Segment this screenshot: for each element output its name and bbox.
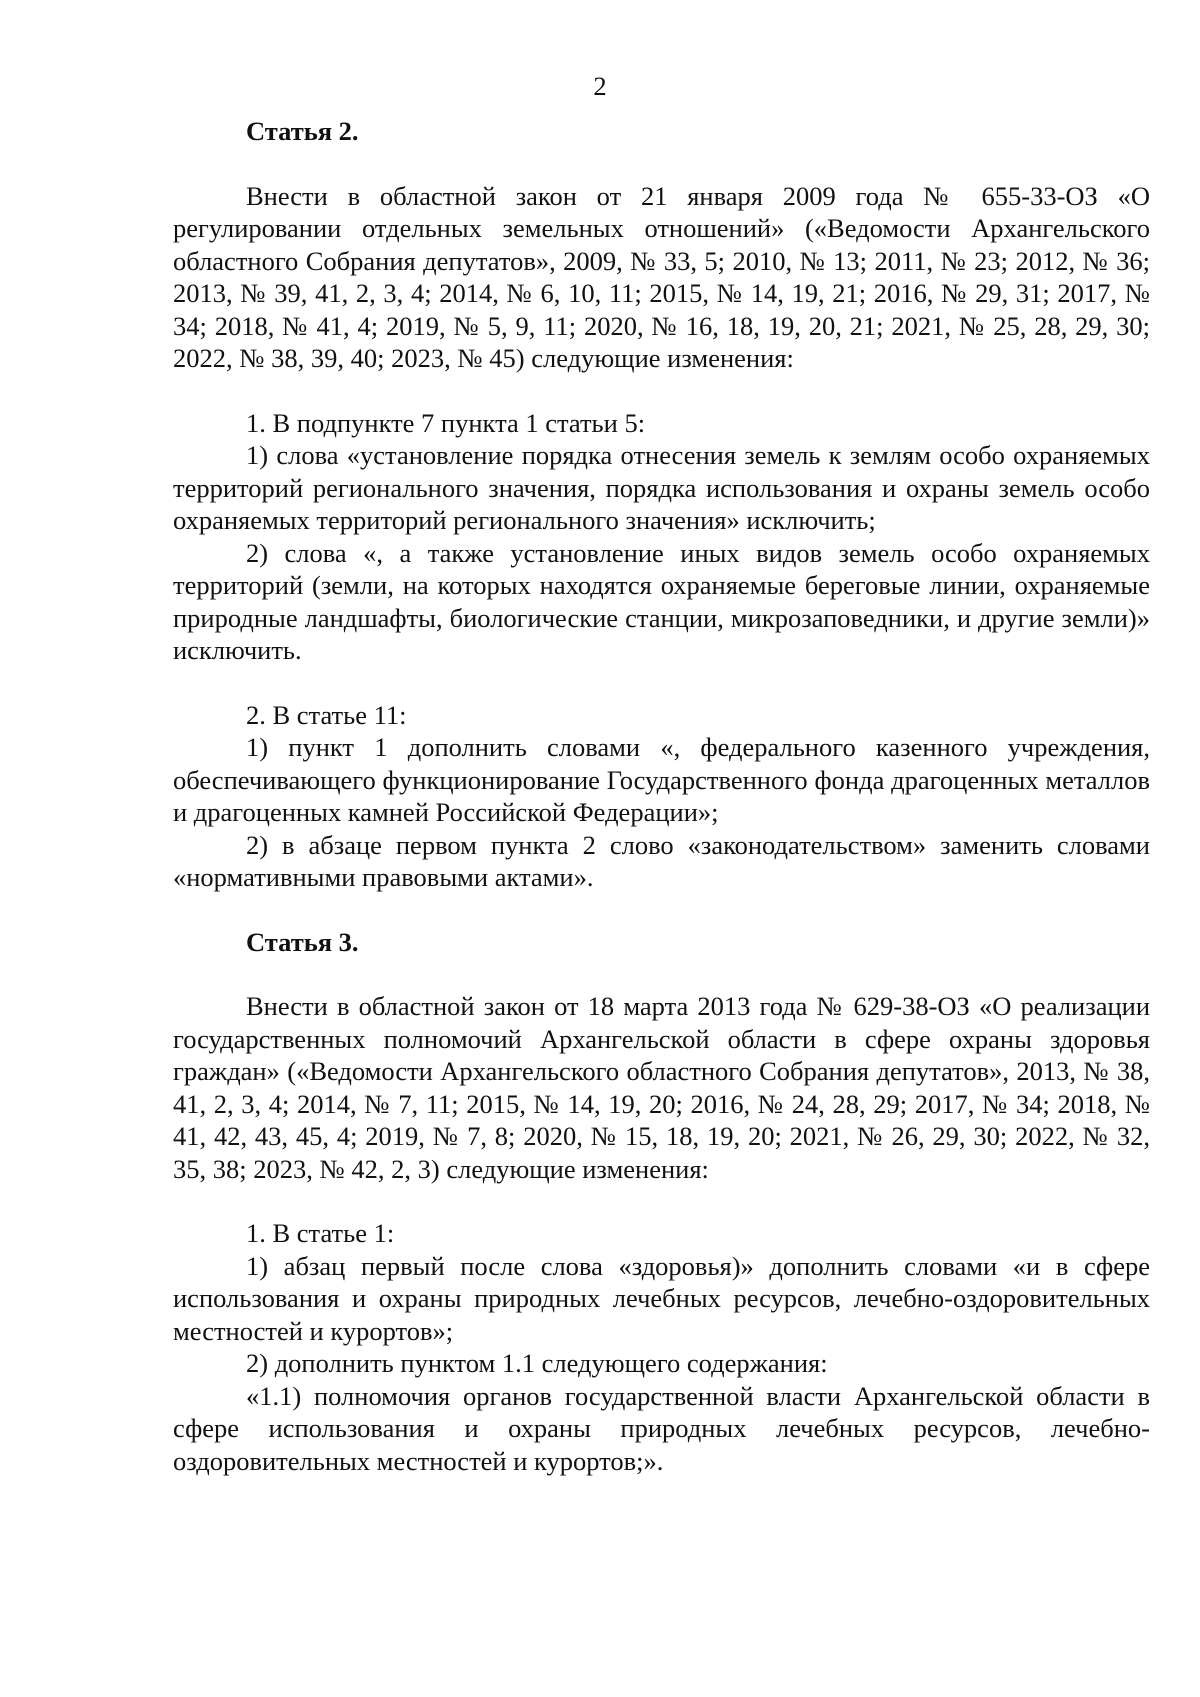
- document-body: [173, 115, 1150, 1477]
- article-3-intro: Внести в областной закон от 18 марта 2013 года № 629-38-ОЗ «О реализации государственных полномочий Архангельской области в сфере охраны здоровья граждан» («Ведомости Архангельского областного Собрания депутатов», 2013, № 38, 41, 2, 3, 4; 2014, № 7, 11; 2015, № 14, 19, 20; 2016, № 24, 28, 29; 2017, № 34; 2018, № 41, 42, 43, 45, 4; 2019, № 7, 8; 2020, № 15, 18, 19, 20; 2021, № 26, 29, 30; 2022, № 32, 35, 38; 2023, № 42, 2, 3) следующие изменения:: [173, 991, 1150, 1184]
- article-3-heading: Статья 3.: [246, 926, 359, 957]
- article-2-intro: Внести в областной закон от 21 января 2009 года № 655-33-ОЗ «О регулировании отдельных земельных отношений» («Ведомости Архангельского областного Собрания депутатов», 2009, № 33, 5; 2010, № 13; 2011, № 23; 2012, № 36; 2013, № 39, 41, 2, 3, 4; 2014, № 6, 10, 11; 2015, № 14, 19, 21; 2016, № 29, 31; 2017, № 34; 2018, № 41, 4; 2019, № 5, 9, 11; 2020, № 16, 18, 19, 20, 21; 2021, № 25, 28, 29, 30; 2022, № 38, 39, 40; 2023, № 45) следующие изменения:: [173, 180, 1150, 373]
- article-3-item-1-sub-2: 2) дополнить пунктом 1.1 следующего содержания:: [246, 1348, 828, 1378]
- article-3-item-1-sub-1: 1) абзац первый после слова «здоровья)» дополнить словами «и в сфере использования и охраны природных лечебных ресурсов, лечебно-оздоровительных местностей и курортов»;: [173, 1250, 1150, 1346]
- page-number: 2: [593, 71, 607, 101]
- article-3-item-1-title: 1. В статье 1:: [246, 1218, 395, 1248]
- article-3-item-1-quote: «1.1) полномочия органов государственной власти Архангельской области в сфере использования и охраны природных лечебных ресурсов, лечебно-оздоровительных местностей и курортов;».: [173, 1380, 1150, 1476]
- article-2-item-2-title: 2. В статье 11:: [246, 699, 407, 730]
- article-2-item-1-sub-2: 2) слова «, а также установление иных видов земель особо охраняемых территорий (земли, на которых находятся охраняемые береговые линии, охраняемые природные ландшафты, биологические станции, микрозаповедники, и другие земли)» исключить.: [173, 537, 1150, 665]
- article-2-item-1-title: 1. В подпункте 7 пункта 1 статьи 5:: [246, 407, 646, 438]
- article-2-item-2-sub-1: 1) пункт 1 дополнить словами «, федерального казенного учреждения, обеспечивающего функционирование Государственного фонда драгоценных металлов и драгоценных камней Российской Федерации»;: [173, 732, 1150, 827]
- article-2-item-1-sub-1: 1) слова «установление порядка отнесения земель к землям особо охраняемых территорий регионального значения, порядка использования и охраны земель особо охраняемых территорий регионального значения» исключить;: [173, 440, 1150, 535]
- article-2-item-2-sub-2: 2) в абзаце первом пункта 2 слово «законодательством» заменить словами «нормативными правовыми актами».: [173, 829, 1150, 892]
- article-2-heading: Статья 2.: [246, 116, 359, 146]
